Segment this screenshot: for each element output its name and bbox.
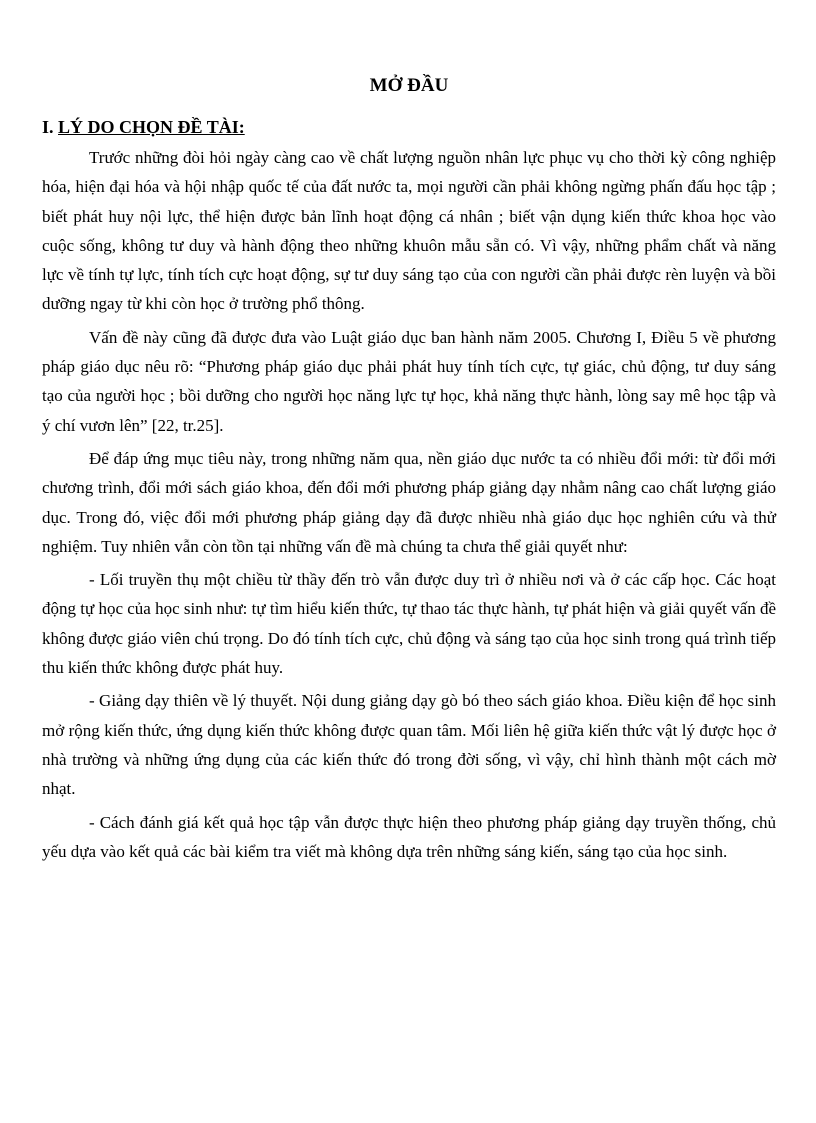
paragraph-intro: Trước những đòi hỏi ngày càng cao về chất lượng nguồn nhân lực phục vụ cho thời kỳ công nghiệp hóa, hiện đại hóa và hội nhập quốc tế của đất nước ta, mọi người cần phải không ngừng phấn đấu học tập ; biết phát huy nội lực, thể hiện được bản lĩnh hoạt động cá nhân ; biết vận dụng kiến thức khoa học vào cuộc sống, không tư duy và hành động theo những khuôn mẫu sẵn có. Vì vậy, những phẩm chất và năng lực về tính tự lực, tính tích cực hoạt động, sự tư duy sáng tạo của con người cần phải được rèn luyện và bồi dưỡng ngay từ khi còn học ở trường phổ thông. — [42, 148, 776, 314]
document-page — [42, 74, 776, 870]
paragraph-issue-2: - Giảng dạy thiên về lý thuyết. Nội dung giảng dạy gò bó theo sách giáo khoa. Điều kiện để học sinh mở rộng kiến thức, ứng dụng kiến thức không được quan tâm. Mối liên hệ giữa kiến thức vật lý được học ở nhà trường và những ứng dụng của các kiến thức đó trong đời sống, vì vậy, chỉ hình thành một cách mờ nhạt. — [42, 691, 776, 799]
section-heading-text: LÝ DO CHỌN ĐỀ TÀI: — [58, 117, 245, 137]
document-title: MỞ ĐẦU — [369, 75, 449, 96]
paragraph-reform: Để đáp ứng mục tiêu này, trong những năm qua, nền giáo dục nước ta có nhiều đổi mới: từ đổi mới chương trình, đổi mới sách giáo khoa, đến đổi mới phương pháp giảng dạy nhằm nâng cao chất lượng giáo dục. Trong đó, việc đổi mới phương pháp giảng dạy đã được nhiều nhà giáo dục học nghiên cứu và thử nghiệm. Tuy nhiên vẫn còn tồn tại những vấn đề mà chúng ta chưa thể giải quyết như: — [42, 448, 776, 556]
section-number: I. — [42, 117, 54, 137]
paragraph-issue-1: - Lối truyền thụ một chiều từ thầy đến trò vẫn được duy trì ở nhiều nơi và ở các cấp học. Các hoạt động tự học của học sinh như: tự tìm hiểu kiến thức, tự thao tác thực hành, tự phát hiện và giải quyết vấn đề không được giáo viên chú trọng. Do đó tính tích cực, chủ động và sáng tạo của học sinh trong quá trình tiếp thu kiến thức không được phát huy. — [42, 570, 776, 678]
paragraph-law: Vấn đề này cũng đã được đưa vào Luật giáo dục ban hành năm 2005. Chương I, Điều 5 về phương pháp giáo dục nêu rõ: “Phương pháp giáo dục phải phát huy tính tích cực, tự giác, chủ động, tư duy sáng tạo của người học ; bồi dưỡng cho người học năng lực tự học, khả năng thực hành, lòng say mê học tập và ý chí vươn lên” [22, tr.25]. — [42, 327, 776, 435]
paragraph-issue-3: - Cách đánh giá kết quả học tập vẫn được thực hiện theo phương pháp giảng dạy truyền thống, chủ yếu dựa vào kết quả các bài kiểm tra viết mà không dựa trên những sáng kiến, sáng tạo của học sinh. — [42, 812, 776, 861]
section-heading — [42, 115, 776, 139]
